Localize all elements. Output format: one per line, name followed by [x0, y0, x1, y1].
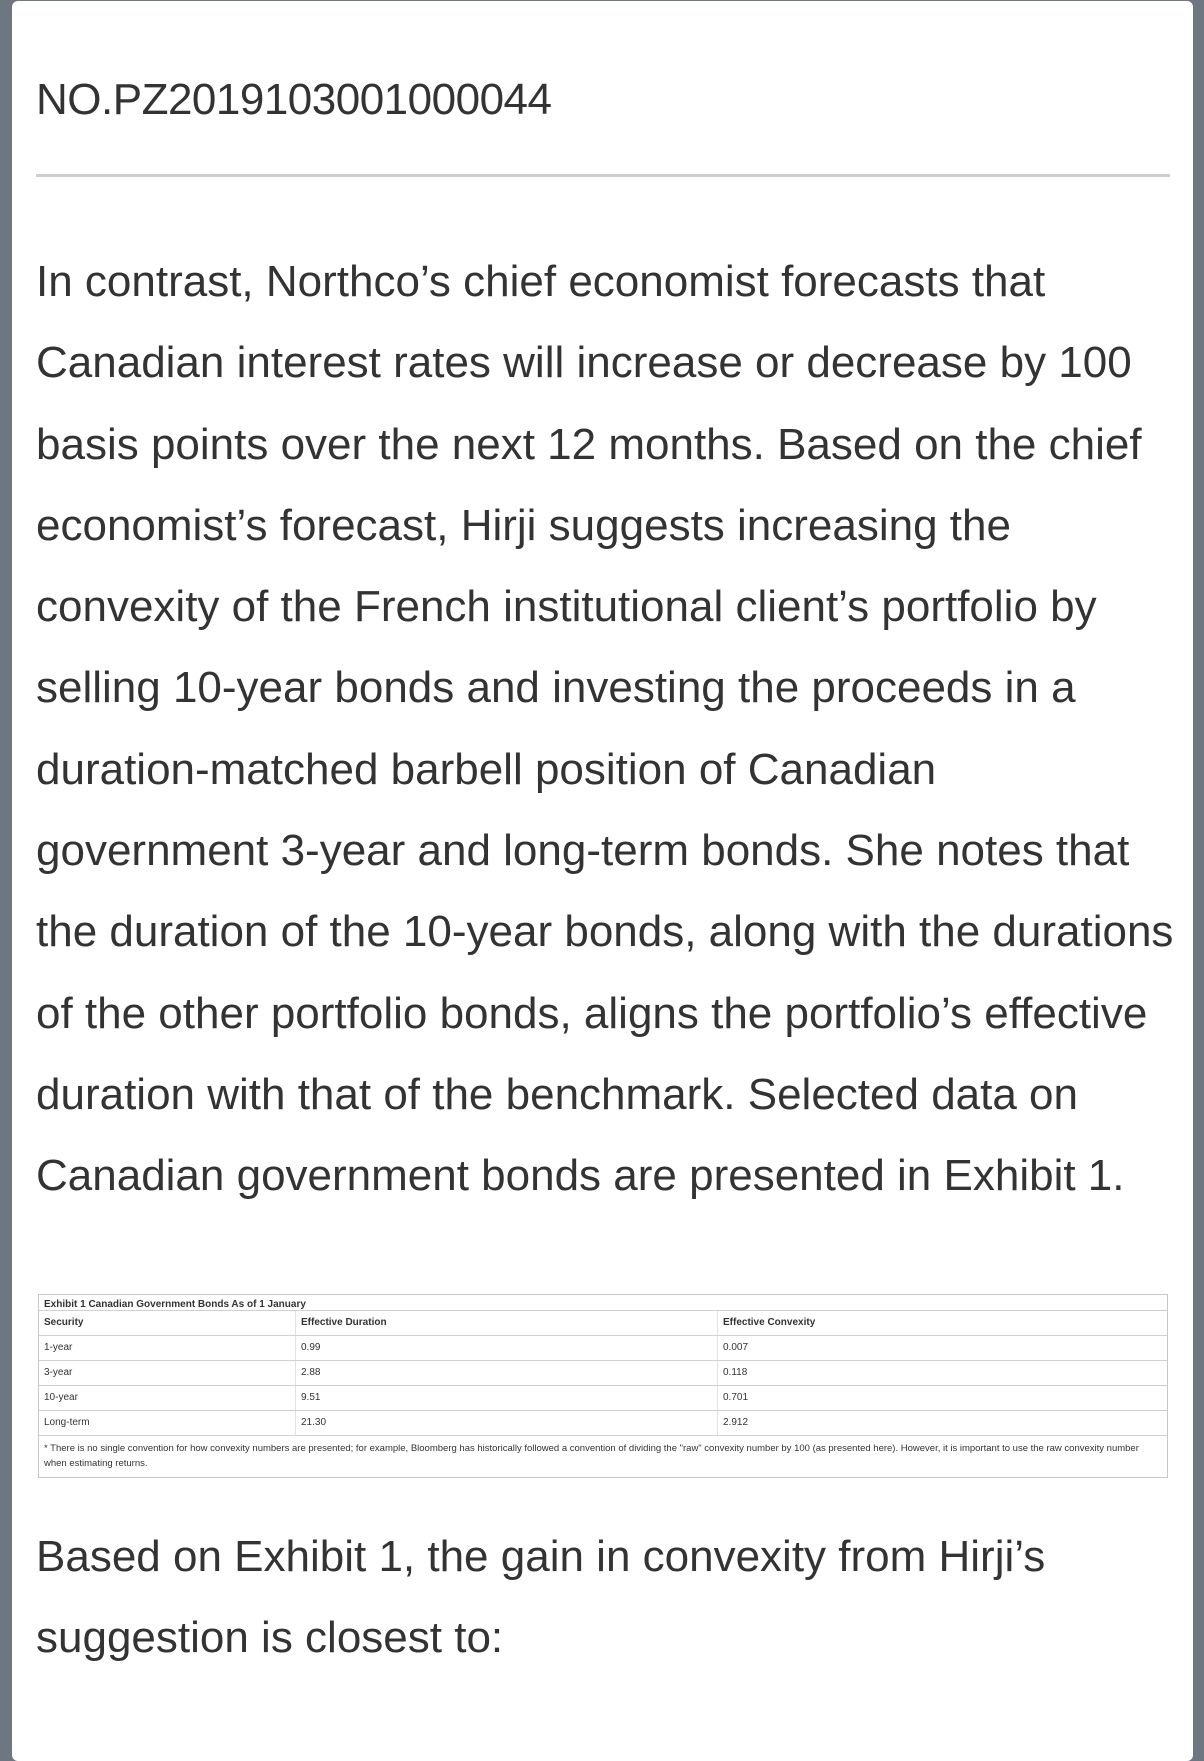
security-cell: 10-year [39, 1386, 296, 1411]
table-header-row [39, 1311, 1167, 1336]
table-row [39, 1361, 1167, 1386]
convexity-cell: 0.007 [718, 1336, 1168, 1361]
bond-data-table [39, 1311, 1167, 1436]
table-row [39, 1336, 1167, 1361]
duration-cell: 2.88 [296, 1361, 718, 1386]
table-row [39, 1411, 1167, 1436]
exhibit-footnote: * There is no single convention for how convexity numbers are presented; for example, Bloomberg has historically followed a convention of dividing the "raw" convexity number by 100 (as presented here). However, it is important to use the raw convexity number when estimating returns. [44, 1443, 1139, 1469]
duration-cell: 9.51 [296, 1386, 718, 1411]
question-card [12, 1, 1193, 1761]
security-cell: 1-year [39, 1336, 296, 1361]
question-id: NO.PZ2019103001000044 [36, 75, 552, 124]
security-cell: Long-term [39, 1411, 296, 1436]
exhibit-caption: Exhibit 1 Canadian Government Bonds As of 1 January [39, 1295, 1167, 1311]
convexity-cell: 0.701 [718, 1386, 1168, 1411]
security-cell: 3-year [39, 1361, 296, 1386]
convexity-cell: 2.912 [718, 1411, 1168, 1436]
divider [36, 174, 1170, 177]
duration-cell: 0.99 [296, 1336, 718, 1361]
table-row [39, 1386, 1167, 1411]
header-effective-convexity: Effective Convexity [718, 1311, 1168, 1336]
header-effective-duration: Effective Duration [296, 1311, 718, 1336]
exhibit-table [38, 1294, 1168, 1478]
passage-text: In contrast, Northco’s chief economist forecasts that Canadian interest rates will increase or decrease by 100 basis points over the next 12 months. Based on the chief economist’s forecast, Hirji suggests increasing the convexity of the French institutional client’s portfolio by selling 10-year bonds and investing the proceeds in a duration-matched barbell position of Canadian government 3-year and long-term bonds. She notes that the duration of the 10-year bonds, along with the durations of the other portfolio bonds, aligns the portfolio’s effective duration with that of the benchmark. Selected data on Canadian government bonds are presented in Exhibit 1. [36, 257, 1174, 1201]
duration-cell: 21.30 [296, 1411, 718, 1436]
convexity-cell: 0.118 [718, 1361, 1168, 1386]
header-security: Security [39, 1311, 296, 1336]
question-prompt: Based on Exhibit 1, the gain in convexity from Hirji’s suggestion is closest to: [36, 1532, 1046, 1663]
